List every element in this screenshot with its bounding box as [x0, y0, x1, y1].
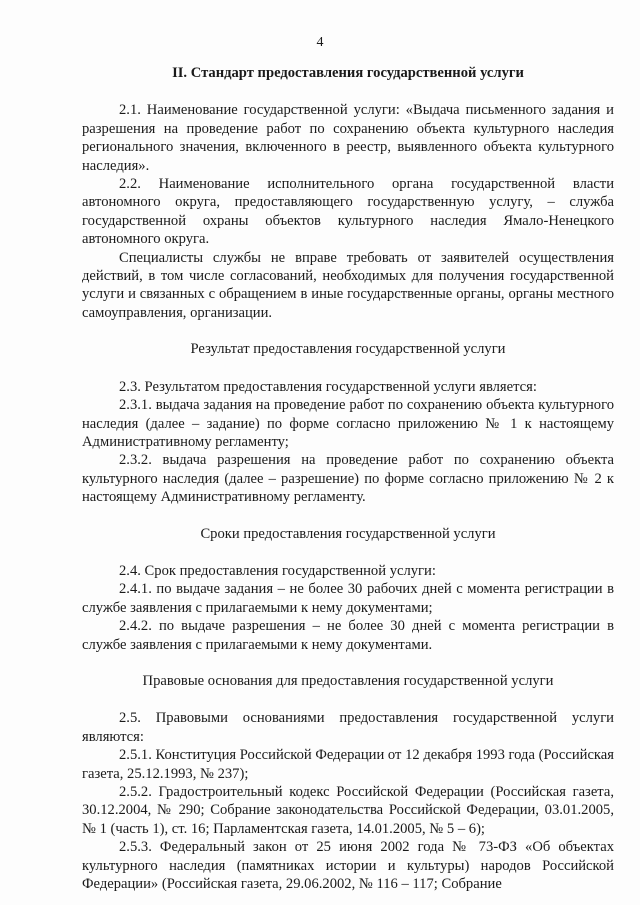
section-legal: [82, 709, 614, 893]
paragraph-2-3-2: 2.3.2. выдача разрешения на проведение работ по сохранению объекта культурного наследия (далее – разрешение) по форме согласно приложению № 2 к настоящему Административному регламенту.: [82, 452, 614, 506]
paragraph-2-5-2: 2.5.2. Градостроительный кодекс Российской Федерации (Российская газета, 30.12.2004, № 290; Собрание законодательства Российской Федерации, 03.01.2005, № 1 (часть 1), ст. 16; Парламентская газета, 14.01.2005, № 5 – 6);: [82, 784, 614, 837]
paragraph-specialists: Специалисты службы не вправе требовать от заявителей осуществления действий, в том числе согласований, необходимых для получения государственной услуги и связанных с обращением в иные государственные органы, органы местного самоуправления, организации.: [82, 249, 614, 321]
paragraph-2-3: 2.3. Результатом предоставления государственной услуги является:: [119, 378, 537, 395]
paragraph-2-4-1: 2.4.1. по выдаче задания – не более 30 рабочих дней с момента регистрации в службе заявления с прилагаемыми к нему документами;: [82, 581, 614, 616]
paragraph-2-5-1: 2.5.1. Конституция Российской Федерации от 12 декабря 1993 года (Российская газета, 25.12.1993, № 237);: [82, 747, 614, 782]
subsection-title-result: Результат предоставления государственной услуги: [190, 341, 506, 358]
section-result: [82, 378, 614, 507]
paragraph-2-2: 2.2. Наименование исполнительного органа государственной власти автономного округа, предоставляющего государственную услугу, – служба государственной охраны объектов культурного наследия Ямало-Ненецкого автономного округа.: [82, 176, 614, 248]
paragraph-2-4: 2.4. Срок предоставления государственной услуги:: [119, 562, 436, 579]
section-intro: [82, 101, 614, 322]
section-terms: [82, 562, 614, 654]
paragraph-2-3-1: 2.3.1. выдача задания на проведение работ по сохранению объекта культурного наследия (далее – задание) по форме согласно приложению № 1 к настоящему Административному регламенту;: [82, 397, 614, 450]
page-number: 4: [316, 35, 324, 50]
paragraph-2-4-2: 2.4.2. по выдаче разрешения – не более 30 дней с момента регистрации в службе заявления с прилагаемыми к нему документами.: [82, 618, 614, 653]
section-title: II. Стандарт предоставления государственной услуги: [172, 65, 524, 81]
document-body: [82, 64, 614, 893]
subsection-title-terms: Сроки предоставления государственной услуги: [200, 525, 496, 542]
paragraph-2-1: 2.1. Наименование государственной услуги: «Выдача письменного задания и разрешения на проведение работ по сохранению объекта культурного наследия регионального значения, включенного в реестр, выявленного объекта культурного наследия».: [82, 102, 614, 174]
paragraph-2-5: 2.5. Правовыми основаниями предоставления государственной услуги являются:: [82, 710, 614, 745]
subsection-title-legal: Правовые основания для предоставления государственной услуги: [142, 672, 554, 689]
paragraph-2-5-3: 2.5.3. Федеральный закон от 25 июня 2002 года № 73-ФЗ «Об объектах культурного наследия (памятниках истории и культуры) народов Российской Федерации» (Российская газета, 29.06.2002, № 116 – 117; Собрание: [82, 839, 614, 893]
